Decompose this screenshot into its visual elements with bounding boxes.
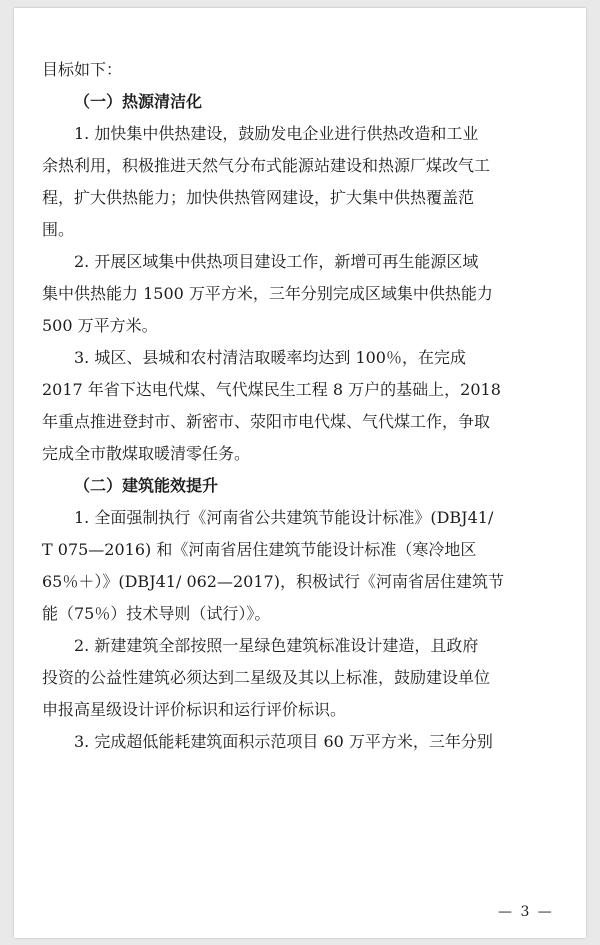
paragraph-line: 程，扩大供热能力；加快供热管网建设，扩大集中供热覆盖范 xyxy=(42,188,475,207)
paragraph-line: 500 万平方米。 xyxy=(42,316,158,335)
paragraph-line: 2. 开展区域集中供热项目建设工作，新增可再生能源区域 xyxy=(74,252,479,271)
page-number: — 3 — xyxy=(498,904,554,920)
paragraph-line: 1. 全面强制执行《河南省公共建筑节能设计标准》(DBJ41/ xyxy=(74,508,494,527)
paragraph-line: 2017 年省下达电代煤、气代煤民生工程 8 万户的基础上，2018 xyxy=(42,380,501,399)
document-body xyxy=(42,54,562,758)
document-page xyxy=(14,8,586,938)
paragraph-line: 65％＋）》(DBJ41/ 062—2017)，积极试行《河南省居住建筑节 xyxy=(42,572,504,591)
paragraph-line: 余热利用，积极推进天然气分布式能源站建设和热源厂煤改气工 xyxy=(42,156,491,175)
paragraph-line: 3. 完成超低能耗建筑面积示范项目 60 万平方米，三年分别 xyxy=(74,732,493,751)
paragraph-line: 投资的公益性建筑必须达到二星级及其以上标准，鼓励建设单位 xyxy=(42,668,491,687)
text-line: 目标如下： xyxy=(42,60,123,79)
paragraph-line: 集中供热能力 1500 万平方米，三年分别完成区域集中供热能力 xyxy=(42,284,493,303)
section-heading: （二）建筑能效提升 xyxy=(74,476,219,495)
paragraph-line: 1. 加快集中供热建设，鼓励发电企业进行供热改造和工业 xyxy=(74,124,479,143)
paragraph-line: 申报高星级设计评价标识和运行评价标识。 xyxy=(42,700,347,719)
section-heading: （一）热源清洁化 xyxy=(74,92,203,111)
paragraph-line: 年重点推进登封市、新密市、荥阳市电代煤、气代煤工作，争取 xyxy=(42,412,491,431)
paragraph-line: 能（75％）技术导则（试行）》。 xyxy=(42,604,271,623)
paragraph-line: T 075—2016) 和《河南省居住建筑节能设计标准（寒冷地区 xyxy=(42,540,477,559)
paragraph-line: 围。 xyxy=(42,220,75,239)
paragraph-line: 2. 新建建筑全部按照一星绿色建筑标准设计建造，且政府 xyxy=(74,636,479,655)
paragraph-line: 完成全市散煤取暖清零任务。 xyxy=(42,444,251,463)
paragraph-line: 3. 城区、县城和农村清洁取暖率均达到 100％，在完成 xyxy=(74,348,466,367)
